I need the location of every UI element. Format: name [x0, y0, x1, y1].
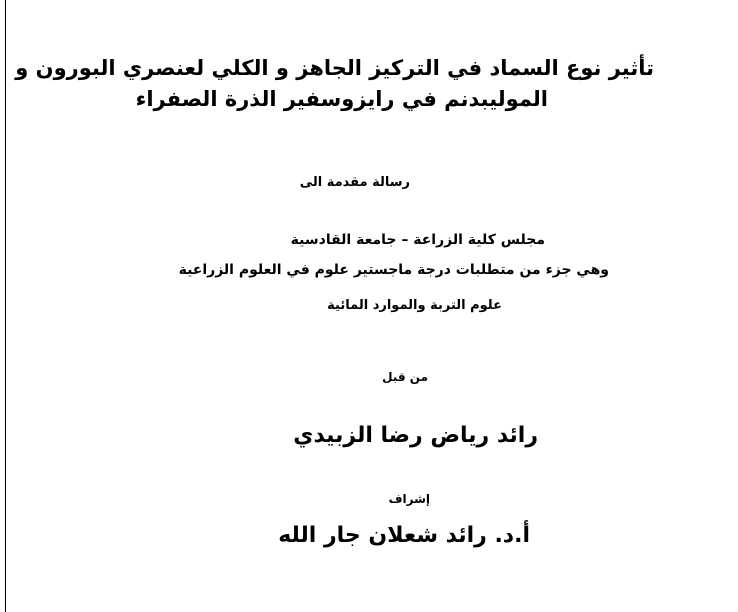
supervision-label: إشراف	[388, 492, 430, 506]
by-label: من قبل	[382, 370, 428, 384]
degree-requirement: وهي جزء من متطلبات درجة ماجستير علوم في العلوم الزراعية	[178, 262, 609, 278]
department-name: علوم التربة والموارد المائية	[327, 298, 502, 313]
college-council: مجلس كلية الزراعة – جامعة القادسية	[290, 232, 545, 248]
author-name: رائد رياض رضا الزبيدي	[293, 423, 538, 448]
supervisor-name: أ.د. رائد شعلان جار الله	[278, 523, 530, 548]
page-left-border	[5, 0, 6, 612]
thesis-submitted-label: رسالة مقدمة الى	[299, 175, 410, 190]
thesis-title-line-2: الموليبدنم في رايزوسفير الذرة الصفراء	[135, 87, 548, 111]
thesis-title-line-1: تأثير نوع السماد في التركيز الجاهز و الكلي لعنصري البورون و	[15, 56, 654, 80]
